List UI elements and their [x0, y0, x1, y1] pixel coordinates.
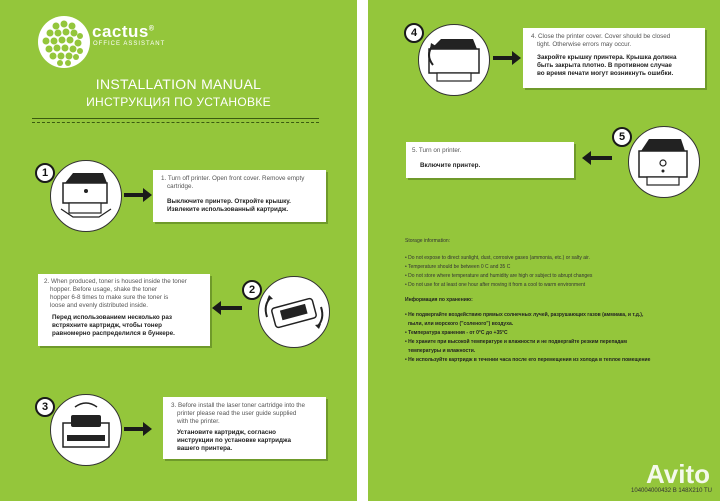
- step-1-number: 1: [35, 163, 55, 183]
- step-2-text-ru: Перед использованием несколько раз встряхните картридж, чтобы тонер равномерно распределился в бункере.: [52, 314, 175, 337]
- step-3-arrow-icon: [124, 427, 144, 431]
- step-1-text-en: 1. Turn off printer. Open front cover. Remove empty cartridge.: [161, 175, 305, 190]
- step-2-box: [38, 274, 210, 346]
- brand-subtitle: OFFICE ASSISTANT: [93, 41, 166, 47]
- step-5-text-en: 5. Turn on printer.: [412, 147, 462, 154]
- storage-item-en-4: • Do not use for at least one hour after moving it from a cool to warm environment: [405, 282, 586, 288]
- storage-title-ru: Информация по хранению:: [405, 297, 473, 303]
- printer-close-icon: [419, 25, 489, 95]
- step-4-number: 4: [404, 23, 424, 43]
- registered-mark: ®: [148, 25, 155, 33]
- step-1-illustration: [50, 160, 122, 232]
- title-russian: ИНСТРУКЦИЯ ПО УСТАНОВКЕ: [86, 95, 271, 109]
- step-3-number: 3: [35, 397, 55, 417]
- step-5-illustration: [628, 126, 700, 198]
- step-2-illustration: [258, 276, 330, 348]
- printer-on-icon: [629, 127, 699, 197]
- step-2-text-en: 2. When produced, toner is housed inside the toner hopper. Before usage, shake the toner hopper 6-8 times to make sure the toner is loose and evenly distributed inside.: [44, 278, 187, 309]
- storage-item-ru-3b: температуры и влажности.: [408, 348, 476, 354]
- step-5-text-ru: Включите принтер.: [420, 162, 481, 169]
- printer-open-icon: [51, 161, 121, 231]
- product-code: 104004000432 B 148X210 TU: [631, 488, 712, 494]
- step-4-text-ru: Закройте крышку принтера. Крышка должна быть закрыта плотно. В противном случае во время печати могут возникнуть ошибки.: [537, 54, 677, 77]
- brand-name: cactus®: [92, 22, 155, 41]
- storage-item-en-3: • Do not store where temperature and humidity are high or subject to abrupt changes: [405, 273, 593, 279]
- step-4-box: [523, 28, 705, 88]
- storage-item-ru-1b: пыли, или морского ("соленого") воздуха.: [408, 321, 514, 327]
- storage-title-en: Storage information:: [405, 238, 451, 244]
- step-5-arrow-icon: [590, 156, 612, 160]
- step-2-arrow-icon: [220, 306, 242, 310]
- step-1-box: [153, 170, 326, 222]
- step-3-illustration: [50, 394, 122, 466]
- step-5-number: 5: [612, 127, 632, 147]
- storage-item-ru-1: • Не подвергайте воздействию прямых солнечных лучей, разрушающих газов (аммиака, и т.д.),: [405, 312, 644, 318]
- step-3-text-en: 3. Before install the laser toner cartridge into the printer please read the user guide supplied with the printer.: [171, 402, 306, 425]
- left-page: [0, 0, 357, 501]
- cartridge-install-icon: [51, 395, 121, 465]
- step-4-arrow-icon: [493, 56, 513, 60]
- divider-bottom: [32, 122, 319, 123]
- storage-item-ru-3: • Не храните при высокой температуре и влажности и не подвергайте резким перепадам: [405, 339, 627, 345]
- cactus-logo-icon: [36, 14, 92, 70]
- step-1-text-ru: Выключите принтер. Откройте крышку. Извлеките использованный картридж.: [167, 198, 291, 213]
- storage-item-ru-4: • Не используйте картридж в течении часа после его перемещения из холода в теплое помещение: [405, 357, 651, 363]
- step-4-text-en: 4. Close the printer cover. Cover should be closed tight. Otherwise errors may occur.: [531, 33, 671, 48]
- step-5-box: [406, 142, 574, 178]
- avito-watermark: Avito: [645, 459, 710, 489]
- step-3-text-ru: Установите картридж, согласно инструкции по установке картриджа вашего принтера.: [177, 429, 292, 452]
- storage-item-en-1: • Do not expose to direct sunlight, dust, corrosive gases (ammonia, etc.) or salty air.: [405, 255, 590, 261]
- divider-top: [32, 118, 319, 119]
- title-english: INSTALLATION MANUAL: [95, 76, 262, 92]
- storage-item-ru-2: • Температура хранения - от 0°С до +35°С: [405, 330, 508, 336]
- step-2-number: 2: [242, 280, 262, 300]
- step-4-illustration: [418, 24, 490, 96]
- cartridge-shake-icon: [259, 277, 329, 347]
- step-1-arrow-icon: [124, 193, 144, 197]
- step-3-box: [163, 397, 326, 459]
- storage-item-en-2: • Temperature should be between 0 C and 35 C: [405, 264, 511, 270]
